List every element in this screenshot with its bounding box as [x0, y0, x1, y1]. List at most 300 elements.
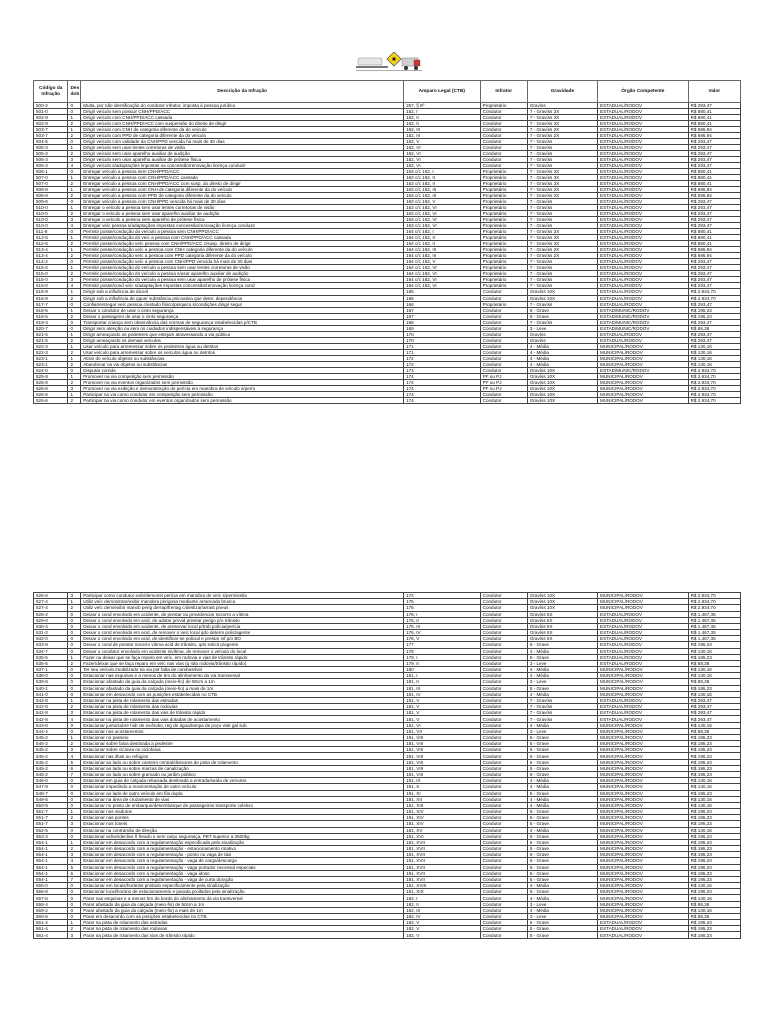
cell-descricao: Dirigir veículo s/adaptações impostas na concessão/renovação licença conduzir: [81, 163, 404, 169]
cell-gravidade: 4 - Média: [527, 827, 597, 833]
cell-infrator: Proprietário: [480, 169, 527, 175]
cell-orgao-competente: MUNICIPAL/RODOV: [598, 852, 689, 858]
cell-infrator: Condutor: [480, 673, 527, 679]
cell-descricao: Entregar veíc pessoa s/adaptações impostas concessão/renovação licença conduzir: [81, 223, 404, 229]
cell-amparo-legal: 181, VII: [404, 728, 481, 734]
cell-descricao: Permitir posse/condução do veículo a pessoa sem usar lentes corretoras de visão: [81, 265, 404, 271]
cell-infrator: Condutor: [480, 630, 527, 636]
cell-valor: R$ 2.934,70: [688, 593, 740, 599]
cell-orgao-competente: MUNICIPAL/RODOV: [598, 379, 689, 385]
cell-codigo: 516-9: [34, 289, 68, 295]
cell-amparo-legal: 182, IV: [404, 913, 481, 919]
cell-descricao: Estacionar em guia de calçada rebaixada destinada a entrada/saída de veículos: [81, 778, 404, 784]
cell-amparo-legal: 181, XVII: [404, 870, 481, 876]
cell-desdob: 1: [68, 331, 81, 337]
cell-desdob: 0: [68, 679, 81, 685]
cell-amparo-legal: 163 c/c 162, V: [404, 199, 481, 205]
cell-infrator: PF ou PJ: [480, 385, 527, 391]
cell-infrator: Condutor: [480, 846, 527, 852]
cell-amparo-legal: 181, XVII: [404, 858, 481, 864]
cell-valor: R$ 293,47: [688, 151, 740, 157]
cell-gravidade: 7 - Gravíss: [527, 271, 597, 277]
cell-valor: R$ 2.934,70: [688, 391, 740, 397]
cell-codigo: 545-2: [34, 759, 68, 765]
cell-codigo: 532-0: [34, 636, 68, 642]
cell-valor: R$ 293,47: [688, 277, 740, 283]
cell-gravidade: 7 - Gravíss 3X: [527, 175, 597, 181]
cell-codigo: 513-4: [34, 253, 68, 259]
cell-codigo: 540-1: [34, 685, 68, 691]
cell-orgao-competente: MUNICIPAL/RODOV: [598, 883, 689, 889]
cell-codigo: 503-7: [34, 127, 68, 133]
cell-desdob: 0: [68, 827, 81, 833]
cell-codigo: 515-0: [34, 265, 68, 271]
cell-infrator: Condutor: [480, 593, 527, 599]
cell-orgao-competente: ESTADUAL/RODOV: [598, 271, 689, 277]
cell-desdob: 0: [68, 796, 81, 802]
cell-gravidade: 7 - Gravíss: [527, 283, 597, 289]
cell-amparo-legal: 181, IV: [404, 691, 481, 697]
cell-orgao-competente: MUNICIPAL/RODOV: [598, 685, 689, 691]
cell-amparo-legal: 181, XI: [404, 790, 481, 796]
cell-orgao-competente: MUNICIPAL/RODOV: [598, 593, 689, 599]
cell-gravidade: 5 - Grave: [527, 747, 597, 753]
cell-valor: R$ 2.934,70: [688, 379, 740, 385]
cell-valor: R$ 88,38: [688, 325, 740, 331]
cell-descricao: Entregar veículo a pessoa com CNH de categoria diferente da do veículo: [81, 187, 404, 193]
cell-orgao-competente: ESTADUAL/RODOV: [598, 337, 689, 343]
cell-orgao-competente: ESTADUAL/RODOV: [598, 289, 689, 295]
cell-infrator: Condutor: [480, 741, 527, 747]
cell-amparo-legal: 181, XII: [404, 796, 481, 802]
cell-codigo: 531-2: [34, 630, 68, 636]
cell-amparo-legal: 174: [404, 397, 481, 403]
cell-gravidade: 4 - Média: [527, 802, 597, 808]
cell-infrator: Condutor: [480, 870, 527, 876]
cell-amparo-legal: 181, II: [404, 679, 481, 685]
cell-valor: R$ 195,23: [688, 815, 740, 821]
cell-orgao-competente: MUNICIPAL/RODOV: [598, 373, 689, 379]
cell-valor: R$ 880,41: [688, 229, 740, 235]
cell-gravidade: 7 - Gravíss: [527, 199, 597, 205]
cell-codigo: 533-9: [34, 642, 68, 648]
cell-infrator: Proprietário: [480, 235, 527, 241]
cell-gravidade: 4 - Média: [527, 648, 597, 654]
cell-descricao: Estacionar em locais/horários proibido especificamente pela sinalização: [81, 883, 404, 889]
cell-gravidade: 4 - Média: [527, 796, 597, 802]
cell-valor: R$ 293,47: [688, 265, 740, 271]
cell-orgao-competente: ESTADUAL/RODOV: [598, 145, 689, 151]
cell-descricao: Entregar o veículo a pessoa sem usar lentes corretoras de visão: [81, 205, 404, 211]
cell-desdob: 0: [68, 667, 81, 673]
cell-gravidade: Gravíss 10X: [527, 605, 597, 611]
cell-infrator: Proprietário: [480, 241, 527, 247]
cell-desdob: 1: [68, 355, 81, 361]
cell-valor: R$ 293,47: [688, 283, 740, 289]
cell-infrator: Condutor: [480, 605, 527, 611]
cell-desdob: 0: [68, 883, 81, 889]
cell-amparo-legal: 162, V: [404, 139, 481, 145]
cell-valor: R$ 130,16: [688, 883, 740, 889]
cell-descricao: Estacionar nas pontes: [81, 815, 404, 821]
cell-descricao: Estacionar nos túneis: [81, 821, 404, 827]
cell-desdob: 0: [68, 895, 81, 901]
cell-amparo-legal: 181, XIV: [404, 821, 481, 827]
cell-infrator: Proprietário: [480, 259, 527, 265]
cell-codigo: 503-7: [34, 133, 68, 139]
cell-orgao-competente: MUNICIPAL/RODOV: [598, 790, 689, 796]
cell-infrator: Proprietário: [480, 217, 527, 223]
cell-codigo: 505-3: [34, 151, 68, 157]
cell-codigo: 510-0: [34, 217, 68, 223]
cell-orgao-competente: MUNICIPAL/RODOV: [598, 679, 689, 685]
cell-gravidade: Gravíss: [527, 331, 597, 337]
cell-descricao: Estacionar ao lado ou sobre marcas de canalização: [81, 765, 404, 771]
cell-descricao: Estacionar nas ilhas ou refúgios: [81, 753, 404, 759]
cell-desdob: 1: [68, 839, 81, 845]
cell-gravidade: Gravíss 5X: [527, 636, 597, 642]
cell-gravidade: 7 - Gravíss: [527, 301, 597, 307]
cell-desdob: 1: [68, 343, 81, 349]
cell-orgao-competente: MUNICIPAL/RODOV: [598, 846, 689, 852]
cell-codigo: 543-6: [34, 722, 68, 728]
cell-descricao: Estacionar em desacordo com a regulamentação especificada pela sinalização: [81, 839, 404, 845]
cell-valor: R$ 1.467,35: [688, 623, 740, 629]
cell-infrator: Proprietário: [480, 193, 527, 199]
cell-orgao-competente: ESTADUAL/RODOV: [598, 217, 689, 223]
cell-desdob: 2: [68, 397, 81, 403]
cell-descricao: Estacionar em desacordo com a regulamentação - vaga de curta duração: [81, 876, 404, 882]
cell-orgao-competente: MUNICIPAL/RODOV: [598, 361, 689, 367]
cell-orgao-competente: MUNICIPAL/RODOV: [598, 876, 689, 882]
cell-valor: R$ 293,47: [688, 163, 740, 169]
cell-amparo-legal: 167: [404, 307, 481, 313]
cell-descricao: Estacionar na contramão de direção: [81, 827, 404, 833]
cell-infrator: Condutor: [480, 913, 527, 919]
cell-descricao: Estacionar em desacordo com a regulamentação - vaga idoso: [81, 870, 404, 876]
cell-codigo: 516-9: [34, 295, 68, 301]
cell-codigo: 542-8: [34, 704, 68, 710]
cell-desdob: 0: [68, 623, 81, 629]
cell-descricao: Entregar o veículo a pessoa sem usar aparelho auxiliar de audição: [81, 211, 404, 217]
cell-amparo-legal: 181, XVII: [404, 852, 481, 858]
cell-orgao-competente: ESTADUAL/RODOV: [598, 630, 689, 636]
cell-valor: R$ 293,47: [688, 259, 740, 265]
cell-infrator: Proprietário: [480, 229, 527, 235]
cell-amparo-legal: 181, VIII: [404, 734, 481, 740]
cell-amparo-legal: 181, I: [404, 673, 481, 679]
cell-descricao: Estacionar no ponto de embarque/desembarque de passageiros transporte coletivo: [81, 802, 404, 808]
cell-valor: R$ 586,94: [688, 187, 740, 193]
cell-valor: R$ 2.934,70: [688, 385, 740, 391]
cell-valor: R$ 130,16: [688, 361, 740, 367]
cell-infrator: Proprietário: [480, 265, 527, 271]
cell-codigo: 519-3: [34, 319, 68, 325]
cell-descricao: Fazer ou deixar que se faça reparo em veíc, em rodovia e vias de trânsito rápido: [81, 654, 404, 660]
cell-orgao-competente: ESTADUAL/RODOV: [598, 716, 689, 722]
cell-orgao-competente: MUNICIPAL/RODOV: [598, 741, 689, 747]
cell-descricao: Dirigir ameaçando os pedestres que estejam atravessando a via pública: [81, 331, 404, 337]
cell-descricao: Utiliz veíc demonstrar/exibir manobra perigosa mediante arrancada brusca: [81, 599, 404, 605]
cell-infrator: Condutor: [480, 307, 527, 313]
cell-codigo: 556-8: [34, 889, 68, 895]
cell-codigo: 545-2: [34, 734, 68, 740]
cell-amparo-legal: 163 c/c 162, III: [404, 193, 481, 199]
cell-infrator: Condutor: [480, 660, 527, 666]
cell-valor: R$ 880,41: [688, 121, 740, 127]
cell-descricao: Disputar corrida: [81, 367, 404, 373]
cell-codigo: 554-1: [34, 870, 68, 876]
cell-codigo: 542-8: [34, 710, 68, 716]
cell-orgao-competente: MUNICIPAL/RODOV: [598, 667, 689, 673]
cell-gravidade: 5 - Grave: [527, 889, 597, 895]
cell-valor: R$ 880,41: [688, 115, 740, 121]
cell-infrator: Condutor: [480, 821, 527, 827]
cell-orgao-competente: ESTADUAL/RODOV: [598, 187, 689, 193]
cell-descricao: Permitir posse/condução do veículo a pessoa sem usar aparelho de prótese física: [81, 277, 404, 283]
cell-codigo: 555-0: [34, 883, 68, 889]
cell-descricao: Permitir posse/condução do veículo a pessoa sem CNH/PPD/ACC: [81, 229, 404, 235]
cell-valor: R$ 195,23: [688, 771, 740, 777]
cell-gravidade: 5 - Grave: [527, 833, 597, 839]
header-orgao-competente: Órgão Competente: [598, 81, 689, 103]
cell-descricao: Estacionar nos acostamentos: [81, 728, 404, 734]
cell-gravidade: 4 - Média: [527, 349, 597, 355]
cell-desdob: 7: [68, 876, 81, 882]
cell-descricao: Estacionar na pista de rolamento das rodovias: [81, 704, 404, 710]
cell-orgao-competente: MUNICIPAL/RODOV: [598, 802, 689, 808]
cell-orgao-competente: ESTADUAL/RODOV: [598, 265, 689, 271]
cell-valor: R$ 195,23: [688, 685, 740, 691]
cell-gravidade: Gravíss: [527, 337, 597, 343]
cell-valor: R$ 130,16: [688, 802, 740, 808]
cell-amparo-legal: 181, XIII: [404, 802, 481, 808]
cell-codigo: 526-6: [34, 593, 68, 599]
cell-infrator: Condutor: [480, 747, 527, 753]
cell-orgao-competente: MUNICIPAL/RODOV: [598, 753, 689, 759]
cell-desdob: 2: [68, 815, 81, 821]
cell-infrator: Condutor: [480, 157, 527, 163]
cell-descricao: Estacionar sobre faixa destinada a pedestre: [81, 741, 404, 747]
cell-descricao: Estacionar no passeio: [81, 734, 404, 740]
cell-amparo-legal: 163 c/c 162, I: [404, 169, 481, 175]
cell-valor: R$ 195,23: [688, 654, 740, 660]
cell-amparo-legal: 182, V: [404, 920, 481, 926]
cell-amparo-legal: 182, I: [404, 895, 481, 901]
cell-orgao-competente: MUNICIPAL/RODOV: [598, 599, 689, 605]
cell-infrator: Condutor: [480, 716, 527, 722]
cell-desdob: 2: [68, 253, 81, 259]
cell-desdob: 2: [68, 704, 81, 710]
cell-gravidade: 7 - Gravíss 2X: [527, 253, 597, 259]
cell-descricao: Estacionar em desacordo com a regulamentação - ponto ou vaga de táxi: [81, 852, 404, 858]
cell-gravidade: 5 - Grave: [527, 734, 597, 740]
cell-infrator: Condutor: [480, 809, 527, 815]
cell-amparo-legal: 173: [404, 367, 481, 373]
cell-orgao-competente: MUNICIPAL/RODOV: [598, 778, 689, 784]
cell-orgao-competente: ESTADUAL/RODOV: [598, 253, 689, 259]
cell-gravidade: 5 - Grave: [527, 815, 597, 821]
cell-orgao-competente: ESTADUAL/RODOV: [598, 133, 689, 139]
cell-desdob: 0: [68, 784, 81, 790]
cell-codigo: 558-4: [34, 901, 68, 907]
cell-gravidade: 7 - Gravíss 3X: [527, 235, 597, 241]
cell-gravidade: 5 - Grave: [527, 313, 597, 319]
cell-desdob: 1: [68, 391, 81, 397]
cell-gravidade: 5 - Grave: [527, 852, 597, 858]
cell-descricao: Fazer/deixar que se faça reparo em veíc nas vias (q não rodovia/trânsito rápido): [81, 660, 404, 666]
cell-desdob: 0: [68, 889, 81, 895]
cell-infrator: Condutor: [480, 734, 527, 740]
cell-valor: R$ 293,47: [688, 319, 740, 325]
cell-codigo: 525-8: [34, 379, 68, 385]
cell-desdob: 1: [68, 235, 81, 241]
cell-valor: R$ 195,23: [688, 753, 740, 759]
cell-codigo: 515-0: [34, 271, 68, 277]
cell-amparo-legal: 179, II: [404, 660, 481, 666]
cell-valor: R$ 880,41: [688, 175, 740, 181]
cell-valor: R$ 2.934,70: [688, 295, 740, 301]
cell-desdob: 1: [68, 307, 81, 313]
cell-gravidade: 5 - Grave: [527, 821, 597, 827]
cell-codigo: 551-7: [34, 815, 68, 821]
cell-amparo-legal: 181, VIII: [404, 771, 481, 777]
cell-desdob: 3: [68, 277, 81, 283]
cell-descricao: Estacionar na área de cruzamento de vias: [81, 796, 404, 802]
cell-gravidade: 5 - Grave: [527, 765, 597, 771]
cell-amparo-legal: 181, XVII: [404, 876, 481, 882]
cell-infrator: Proprietário: [480, 103, 527, 109]
cell-gravidade: Gravíss 10X: [527, 379, 597, 385]
cell-infrator: Condutor: [480, 163, 527, 169]
cell-codigo: 530-4: [34, 623, 68, 629]
cell-descricao: Dirigir veículo com validade da CNH/PPD vencida há mais de 30 dias: [81, 139, 404, 145]
cell-codigo: 507-0: [34, 181, 68, 187]
cell-codigo: 512-6: [34, 241, 68, 247]
cell-desdob: 3: [68, 593, 81, 599]
cell-orgao-competente: ESTADUAL/RODOV: [598, 642, 689, 648]
cell-gravidade: Gravíss: [527, 103, 597, 109]
cell-valor: R$ 293,47: [688, 157, 740, 163]
cell-infrator: Condutor: [480, 920, 527, 926]
cell-desdob: 0: [68, 642, 81, 648]
cell-orgao-competente: MUNICIPAL/RODOV: [598, 839, 689, 845]
cell-valor: R$ 130,16: [688, 796, 740, 802]
cell-valor: R$ 1.467,35: [688, 636, 740, 642]
cell-desdob: 2: [68, 846, 81, 852]
cell-valor: R$ 293,47: [688, 103, 740, 109]
cell-amparo-legal: 181, XVI: [404, 833, 481, 839]
cell-orgao-competente: ESTADUAL/RODOV: [598, 103, 689, 109]
cell-amparo-legal: 164 c/c 162, V: [404, 259, 481, 265]
cell-descricao: Parar na pista de rolamento das rodovias: [81, 926, 404, 932]
cell-codigo: 560-6: [34, 913, 68, 919]
cell-amparo-legal: 168: [404, 319, 481, 325]
cell-infrator: Condutor: [480, 343, 527, 349]
cell-infrator: Condutor: [480, 648, 527, 654]
cell-valor: R$ 130,16: [688, 691, 740, 697]
cell-infrator: Condutor: [480, 115, 527, 121]
cell-infrator: Condutor: [480, 349, 527, 355]
cell-descricao: Deixar o condutor de usar o cinto segurança: [81, 307, 404, 313]
cell-gravidade: 7 - Gravíss: [527, 265, 597, 271]
cell-orgao-competente: MUNICIPAL/RODOV: [598, 734, 689, 740]
cell-gravidade: 7 - Gravíss 2X: [527, 193, 597, 199]
cell-desdob: 1: [68, 697, 81, 703]
header-infrator: Infrator: [480, 81, 527, 103]
cell-orgao-competente: ESTAD/MUNIC/RODOV: [598, 307, 689, 313]
cell-codigo: 528-2: [34, 611, 68, 617]
cell-codigo: 515-0: [34, 283, 68, 289]
cell-amparo-legal: 163 c/c 162, II: [404, 175, 481, 181]
cell-gravidade: 5 - Grave: [527, 876, 597, 882]
cell-infrator: Condutor: [480, 313, 527, 319]
cell-valor: R$ 195,23: [688, 741, 740, 747]
cell-codigo: 523-1: [34, 355, 68, 361]
cell-gravidade: Gravíss 5X: [527, 611, 597, 617]
cell-descricao: Utiliz veíc dem/exibir manob perig derrap/frenag c/deslizar/arrast pneus: [81, 605, 404, 611]
cell-codigo: 545-2: [34, 765, 68, 771]
cell-descricao: Permitir posse/condução do veíc a pessoa com CNH/PPD/ACC cassada: [81, 235, 404, 241]
cell-infrator: Condutor: [480, 753, 527, 759]
cell-amparo-legal: 163 c/c 162, II: [404, 181, 481, 187]
cell-valor: R$ 130,16: [688, 648, 740, 654]
cell-gravidade: 3 - Leve: [527, 913, 597, 919]
cell-descricao: Estacionar nos viadutos: [81, 809, 404, 815]
cell-valor: R$ 195,23: [688, 858, 740, 864]
cell-orgao-competente: ESTADUAL/RODOV: [598, 259, 689, 265]
cell-codigo: 554-1: [34, 852, 68, 858]
cell-orgao-competente: MUNICIPAL/RODOV: [598, 759, 689, 765]
cell-infrator: Proprietário: [480, 211, 527, 217]
cell-gravidade: 5 - Grave: [527, 771, 597, 777]
cell-orgao-competente: MUNICIPAL/RODOV: [598, 391, 689, 397]
cell-orgao-competente: ESTADUAL/RODOV: [598, 926, 689, 932]
cell-amparo-legal: 181, XIV: [404, 815, 481, 821]
cell-infrator: Condutor: [480, 802, 527, 808]
cell-gravidade: Gravíss 10X: [527, 385, 597, 391]
cell-orgao-competente: ESTADUAL/RODOV: [598, 301, 689, 307]
cell-codigo: 554-1: [34, 846, 68, 852]
cell-descricao: Permitir posse/condução veíc pessoa com CNH/PPD/ACC c/susp. direito de dirigir: [81, 241, 404, 247]
cell-amparo-legal: 162, VI: [404, 163, 481, 169]
cell-amparo-legal: 181, VI: [404, 722, 481, 728]
cell-desdob: 1: [68, 599, 81, 605]
cell-orgao-competente: MUNICIPAL/RODOV: [598, 895, 689, 901]
cell-desdob: 1: [68, 247, 81, 253]
cell-infrator: Condutor: [480, 654, 527, 660]
cell-valor: R$ 195,23: [688, 846, 740, 852]
cell-descricao: Entregar veículo a pessoa com CNH/PPD vencida há mais de 30 dias: [81, 199, 404, 205]
cell-infrator: Condutor: [480, 667, 527, 673]
cell-valor: R$ 195,23: [688, 734, 740, 740]
cell-orgao-competente: ESTADUAL/RODOV: [598, 229, 689, 235]
cell-amparo-legal: 181, III: [404, 685, 481, 691]
cell-infrator: Condutor: [480, 599, 527, 605]
cell-codigo: 523-1: [34, 361, 68, 367]
cell-infrator: Condutor: [480, 325, 527, 331]
cell-gravidade: 5 - Grave: [527, 759, 597, 765]
cell-gravidade: Gravíss 10X: [527, 289, 597, 295]
cell-orgao-competente: ESTADUAL/RODOV: [598, 223, 689, 229]
cell-desdob: 4: [68, 223, 81, 229]
cell-desdob: 2: [68, 313, 81, 319]
cell-codigo: 552-5: [34, 827, 68, 833]
cell-infrator: Condutor: [480, 397, 527, 403]
cell-desdob: 2: [68, 361, 81, 367]
cell-descricao: Estacionar impedindo a movimentação de outro veículo: [81, 784, 404, 790]
cell-codigo: 513-4: [34, 247, 68, 253]
